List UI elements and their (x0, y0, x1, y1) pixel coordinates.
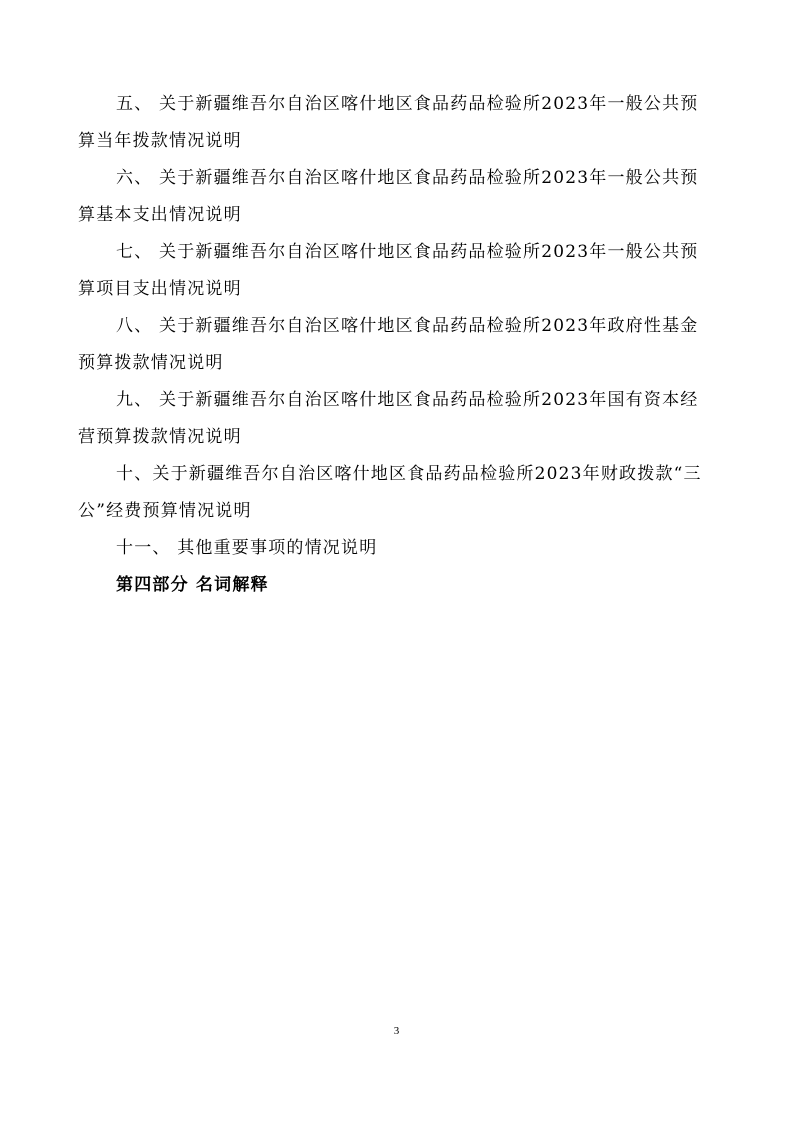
toc-item-11-text: 十一、 其他重要事项的情况说明 (116, 538, 378, 558)
toc-item-7 (78, 234, 716, 308)
toc-item-6 (78, 160, 716, 234)
page-number: 3 (393, 1025, 400, 1037)
toc-item-7-line1: 七、 关于新疆维吾尔自治区喀什地区食品药品检验所2023年一般公共预 (116, 242, 699, 262)
toc-item-9-line1: 九、 关于新疆维吾尔自治区喀什地区食品药品检验所2023年国有资本经 (116, 390, 699, 410)
toc-item-10-line2: 公”经费预算情况说明 (78, 501, 252, 521)
toc-item-8-line1: 八、 关于新疆维吾尔自治区喀什地区食品药品检验所2023年政府性基金 (116, 316, 699, 336)
toc-item-8 (78, 308, 716, 382)
toc-item-6-line1: 六、 关于新疆维吾尔自治区喀什地区食品药品检验所2023年一般公共预 (116, 168, 699, 188)
toc-item-9 (78, 382, 716, 456)
table-of-contents (78, 86, 716, 604)
toc-item-8-line2: 预算拨款情况说明 (78, 353, 224, 373)
toc-item-9-line2: 营预算拨款情况说明 (78, 427, 242, 447)
toc-item-5 (78, 86, 716, 160)
toc-item-10-line1: 十、关于新疆维吾尔自治区喀什地区食品药品检验所2023年财政拨款“三 (116, 464, 702, 484)
toc-item-10 (78, 456, 716, 530)
toc-item-6-line2: 算基本支出情况说明 (78, 205, 242, 225)
toc-item-7-line2: 算项目支出情况说明 (78, 279, 242, 299)
toc-item-5-line2: 算当年拨款情况说明 (78, 131, 242, 151)
section-four-heading: 第四部分 名词解释 (116, 575, 269, 595)
toc-item-11 (116, 530, 716, 567)
toc-item-5-line1: 五、 关于新疆维吾尔自治区喀什地区食品药品检验所2023年一般公共预 (116, 94, 699, 114)
